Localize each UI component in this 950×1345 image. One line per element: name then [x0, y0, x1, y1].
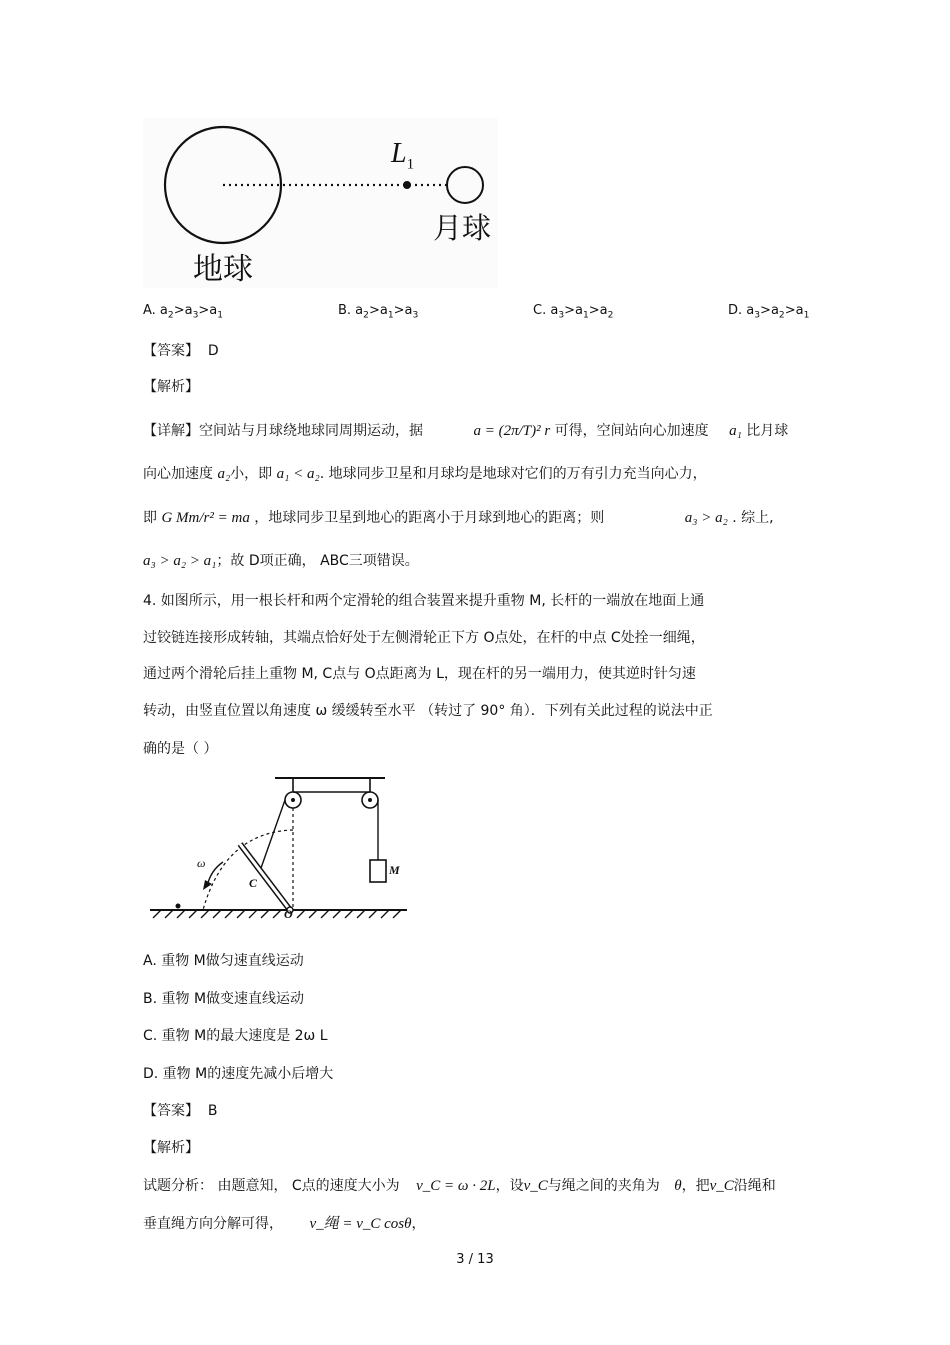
q4-option-c[interactable]: C. 重物 M的最大速度是 2ω L	[143, 1028, 328, 1044]
moon-circle	[447, 167, 483, 203]
q3-option-b[interactable]: B. $a_2>a_1>a_3$	[338, 303, 419, 321]
q4-detail-line-1: 试题分析： 由题意知， C点的速度大小为 v_C = ω · 2L，设v_C与绳之间的夹角为 θ，把v_C沿绳和	[143, 1178, 776, 1194]
q3-option-a[interactable]: A. $a_2>a_3>a_1$	[143, 303, 224, 321]
mass-block	[370, 860, 386, 882]
l1-label: $L_1$	[391, 138, 415, 173]
q4-detail-line-2: 垂直绳方向分解可得， v_绳 = v_C cosθ，	[143, 1216, 426, 1232]
q4-option-d[interactable]: D. 重物 M的速度先减小后增大	[143, 1066, 334, 1082]
rope	[261, 800, 285, 868]
q4-stem-line-3: 通过两个滑轮后挂上重物 M, C点与 O点距离为 L，现在杆的另一端用力，使其逆时针匀速	[143, 666, 696, 682]
q4-stem-line-1: 4. 如图所示，用一根长杆和两个定滑轮的组合装置来提升重物 M, 长杆的一端放在地面上通	[143, 593, 705, 609]
formula-centripetal: a = (2π/T)² r	[473, 423, 551, 439]
q3-analysis-heading: 【解析】	[143, 379, 199, 395]
q3-option-d[interactable]: D. $a_3>a_2>a_1$	[728, 303, 810, 321]
formula-gravity: G Mm/r² = ma	[161, 510, 250, 526]
earth-moon-figure	[143, 118, 498, 288]
o-label: O	[284, 907, 293, 921]
pulley-diagram	[145, 772, 415, 922]
q4-stem-line-2: 过铰链连接形成转轴，其端点恰好处于左侧滑轮正下方 O点处，在杆的中点 C处拴一细绳，	[143, 630, 705, 646]
q3-answer: 【答案】 D	[143, 343, 219, 359]
q4-answer: 【答案】 B	[143, 1103, 218, 1119]
c-label: C	[249, 876, 258, 890]
q3-detail-line-4: a₃ > a₂ > a₁；故 D项正确， ABC三项错误。	[143, 553, 419, 569]
q3-detail-line-1: 【详解】空间站与月球绕地球同周期运动，据 a = (2π/T)² r 可得，空间站向心加速度 a₁ 比月球	[143, 423, 789, 439]
q4-option-b[interactable]: B. 重物 M做变速直线运动	[143, 991, 305, 1007]
l1-point	[403, 181, 411, 189]
q4-stem-line-4: 转动，由竖直位置以角速度 ω 缓缓转至水平 （转过了 90° 角）．下列有关此过程的说法中正	[143, 703, 713, 719]
q3-detail-line-3: 即 G Mm/r² = ma ，地球同步卫星到地心的距离小于月球到地心的距离；则 a₃ > a₂ . 综上,	[143, 510, 774, 526]
omega-label: ω	[197, 856, 206, 870]
q4-option-a[interactable]: A. 重物 M做匀速直线运动	[143, 953, 304, 969]
rotation-arrow	[207, 862, 223, 886]
q3-option-c[interactable]: C. $a_3>a_1>a_2$	[533, 303, 614, 321]
q3-detail-line-2: 向心加速度 a₂小，即 a₁ < a₂. 地球同步卫星和月球均是地球对它们的万有引力充当向心力，	[143, 466, 707, 482]
moon-label: 月球	[433, 211, 492, 245]
q4-stem-line-5: 确的是（ ）	[143, 741, 218, 757]
m-label: M	[389, 863, 400, 877]
ground-hatching	[153, 910, 401, 918]
q4-analysis-heading: 【解析】	[143, 1140, 199, 1156]
page-number: 3 / 13	[456, 1252, 494, 1267]
earth-label: 地球	[193, 252, 253, 287]
pulley-figure	[145, 772, 415, 922]
